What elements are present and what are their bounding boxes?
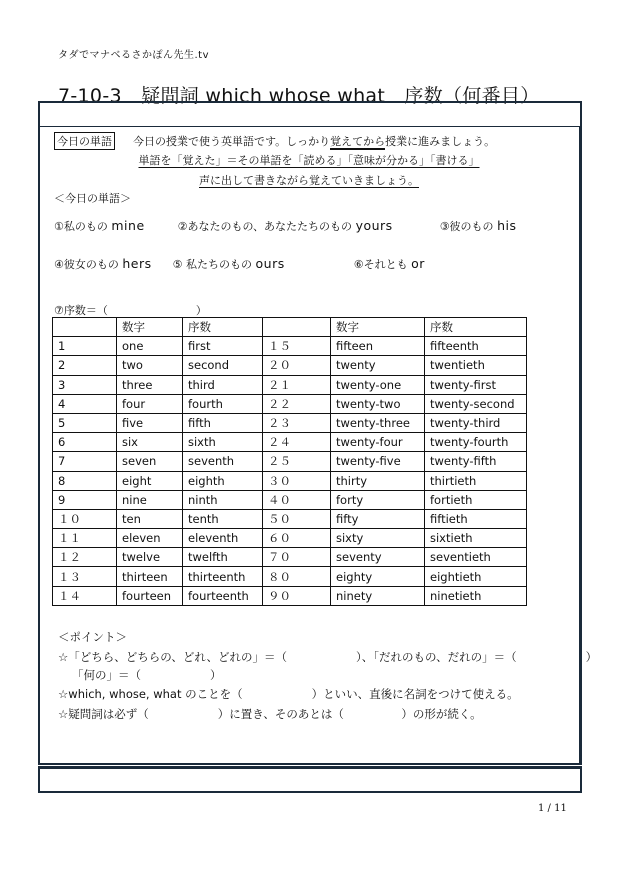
point-3: ☆疑問詞は必ず（ ）に置き、そのあとは（ ）の形が続く。	[58, 707, 482, 721]
today-words-heading: ＜今日の単語＞	[54, 192, 131, 205]
table-cell-number: ２５	[263, 452, 331, 471]
table-cell-cardinal: thirteen	[117, 567, 183, 586]
intro-line	[54, 132, 495, 150]
intro-instruction: 声に出して書きながら覚えていきましょう。	[199, 174, 419, 187]
table-row	[53, 452, 527, 471]
table-cell-cardinal: six	[117, 433, 183, 452]
table-cell-number: １２	[53, 548, 117, 567]
table-cell-ordinal: sixth	[183, 433, 263, 452]
table-cell-number: ２４	[263, 433, 331, 452]
table-cell-ordinal: second	[183, 356, 263, 375]
table-cell-cardinal: fourteen	[117, 586, 183, 605]
table-cell-number: ２１	[263, 375, 331, 394]
table-cell-ordinal: sixtieth	[425, 529, 527, 548]
table-row	[53, 375, 527, 394]
word-3-en: his	[497, 218, 517, 233]
word-2-jp: ②あなたのもの、あなたたちのもの	[177, 220, 353, 233]
table-cell-number: １３	[53, 567, 117, 586]
table-cell-ordinal: twentieth	[425, 356, 527, 375]
table-cell-ordinal: twenty-first	[425, 375, 527, 394]
table-row	[53, 490, 527, 509]
table-cell-cardinal: twenty-three	[331, 413, 425, 432]
table-cell-number: １０	[53, 509, 117, 528]
table-cell-ordinal: ninth	[183, 490, 263, 509]
word-6-en: or	[411, 256, 425, 271]
table-cell-number: 3	[53, 375, 117, 394]
page-title: 7-10-3 疑問詞 which whose what 序数（何番目）	[58, 85, 540, 107]
table-cell-cardinal: fifteen	[331, 337, 425, 356]
table-row	[53, 586, 527, 605]
table-cell-cardinal: twenty-four	[331, 433, 425, 452]
word-5-jp: ⑤ 私たちのもの	[172, 258, 252, 271]
table-cell-cardinal: one	[117, 337, 183, 356]
table-cell-ordinal: fourth	[183, 394, 263, 413]
table-row	[53, 509, 527, 528]
word-4-en: hers	[122, 256, 152, 271]
table-header-cell: 序数	[183, 318, 263, 337]
table-header-cell: 序数	[425, 318, 527, 337]
point-1: ☆「どちら、どちらの、どれ、どれの」＝（ ）、「だれのもの、だれの」＝（ ）	[58, 650, 598, 664]
table-cell-ordinal: seventieth	[425, 548, 527, 567]
today-words-tag: 今日の単語	[54, 132, 115, 150]
point-2: ☆which, whose, what のことを（ ）といい、直後に名詞をつけて使える。	[58, 687, 519, 701]
table-cell-ordinal: fortieth	[425, 490, 527, 509]
table-cell-ordinal: eighth	[183, 471, 263, 490]
intro-definition: 単語を「覚えた」＝その単語を「読める」「意味が分かる」「書ける」	[138, 154, 480, 167]
table-cell-ordinal: thirteenth	[183, 567, 263, 586]
word-1-jp: ①私のもの	[54, 220, 108, 233]
ordinal-table	[52, 317, 527, 606]
table-cell-ordinal: eightieth	[425, 567, 527, 586]
table-cell-cardinal: fifty	[331, 509, 425, 528]
word-row-1	[54, 218, 516, 234]
table-row	[53, 567, 527, 586]
table-cell-number: ５０	[263, 509, 331, 528]
table-cell-number: ２０	[263, 356, 331, 375]
word-row-2	[54, 256, 425, 272]
table-cell-cardinal: two	[117, 356, 183, 375]
table-cell-number: ４０	[263, 490, 331, 509]
table-header-row	[53, 318, 527, 337]
table-row	[53, 337, 527, 356]
table-cell-ordinal: fiftieth	[425, 509, 527, 528]
table-row	[53, 433, 527, 452]
table-cell-cardinal: eight	[117, 471, 183, 490]
table-cell-ordinal: twelfth	[183, 548, 263, 567]
table-cell-number: ９０	[263, 586, 331, 605]
table-cell-ordinal: eleventh	[183, 529, 263, 548]
table-cell-number: １４	[53, 586, 117, 605]
word-5-en: ours	[255, 256, 285, 271]
table-row	[53, 548, 527, 567]
table-cell-cardinal: twenty	[331, 356, 425, 375]
table-cell-cardinal: eighty	[331, 567, 425, 586]
table-cell-ordinal: fourteenth	[183, 586, 263, 605]
point-1b: 「何の」＝（ ）	[72, 668, 222, 682]
table-row	[53, 413, 527, 432]
table-header-cell: 数字	[331, 318, 425, 337]
table-cell-cardinal: thirty	[331, 471, 425, 490]
table-cell-ordinal: twenty-third	[425, 413, 527, 432]
table-cell-number: 1	[53, 337, 117, 356]
bottom-frame	[38, 766, 582, 793]
intro-text-b: 覚えてから	[330, 135, 386, 148]
table-cell-number: ３０	[263, 471, 331, 490]
table-cell-number: １１	[53, 529, 117, 548]
table-cell-cardinal: twenty-one	[331, 375, 425, 394]
table-cell-ordinal: ninetieth	[425, 586, 527, 605]
table-cell-ordinal: twenty-fifth	[425, 452, 527, 471]
table-cell-cardinal: ninety	[331, 586, 425, 605]
table-header-cell: 数字	[117, 318, 183, 337]
table-cell-cardinal: five	[117, 413, 183, 432]
site-name: タダでマナベるさかぽん先生.tv	[58, 50, 210, 61]
table-cell-number: 6	[53, 433, 117, 452]
table-cell-ordinal: twenty-second	[425, 394, 527, 413]
table-cell-number: 9	[53, 490, 117, 509]
table-cell-cardinal: twenty-two	[331, 394, 425, 413]
table-cell-ordinal: third	[183, 375, 263, 394]
word-4-jp: ④彼女のもの	[54, 258, 119, 271]
table-cell-cardinal: twelve	[117, 548, 183, 567]
table-cell-number: 7	[53, 452, 117, 471]
table-row	[53, 394, 527, 413]
page-number: 1 / 11	[538, 803, 567, 814]
intro-text-c: 授業に進みましょう。	[385, 135, 496, 148]
table-cell-ordinal: seventh	[183, 452, 263, 471]
table-cell-ordinal: thirtieth	[425, 471, 527, 490]
table-cell-cardinal: nine	[117, 490, 183, 509]
table-cell-number: ２３	[263, 413, 331, 432]
table-cell-cardinal: seven	[117, 452, 183, 471]
table-row	[53, 356, 527, 375]
intro-line-2	[54, 152, 564, 168]
table-cell-ordinal: fifth	[183, 413, 263, 432]
table-row	[53, 529, 527, 548]
table-cell-ordinal: twenty-fourth	[425, 433, 527, 452]
table-row	[53, 471, 527, 490]
table-cell-ordinal: tenth	[183, 509, 263, 528]
word-6-jp: ⑥それとも	[353, 258, 408, 271]
word-1-en: mine	[111, 218, 145, 233]
table-cell-number: 8	[53, 471, 117, 490]
table-cell-number: ８０	[263, 567, 331, 586]
table-cell-cardinal: seventy	[331, 548, 425, 567]
table-cell-number: 2	[53, 356, 117, 375]
ordinal-label: ⑦序数＝（ ）	[54, 304, 207, 317]
table-header-cell	[263, 318, 331, 337]
table-cell-ordinal: first	[183, 337, 263, 356]
table-cell-cardinal: three	[117, 375, 183, 394]
table-cell-cardinal: ten	[117, 509, 183, 528]
table-header-cell	[53, 318, 117, 337]
table-cell-number: ６０	[263, 529, 331, 548]
word-3-jp: ③彼のもの	[439, 220, 494, 233]
table-cell-cardinal: eleven	[117, 529, 183, 548]
word-2-en: yours	[355, 218, 393, 233]
table-cell-number: ７０	[263, 548, 331, 567]
table-cell-ordinal: fifteenth	[425, 337, 527, 356]
intro-text-a: 今日の授業で使う英単語です。しっかり	[133, 135, 331, 148]
table-cell-cardinal: twenty-five	[331, 452, 425, 471]
points-heading: ＜ポイント＞	[58, 630, 127, 644]
intro-line-3	[54, 172, 564, 188]
table-cell-cardinal: four	[117, 394, 183, 413]
table-cell-number: １５	[263, 337, 331, 356]
table-cell-number: ２２	[263, 394, 331, 413]
table-cell-cardinal: forty	[331, 490, 425, 509]
table-cell-number: 4	[53, 394, 117, 413]
table-cell-cardinal: sixty	[331, 529, 425, 548]
table-cell-number: 5	[53, 413, 117, 432]
